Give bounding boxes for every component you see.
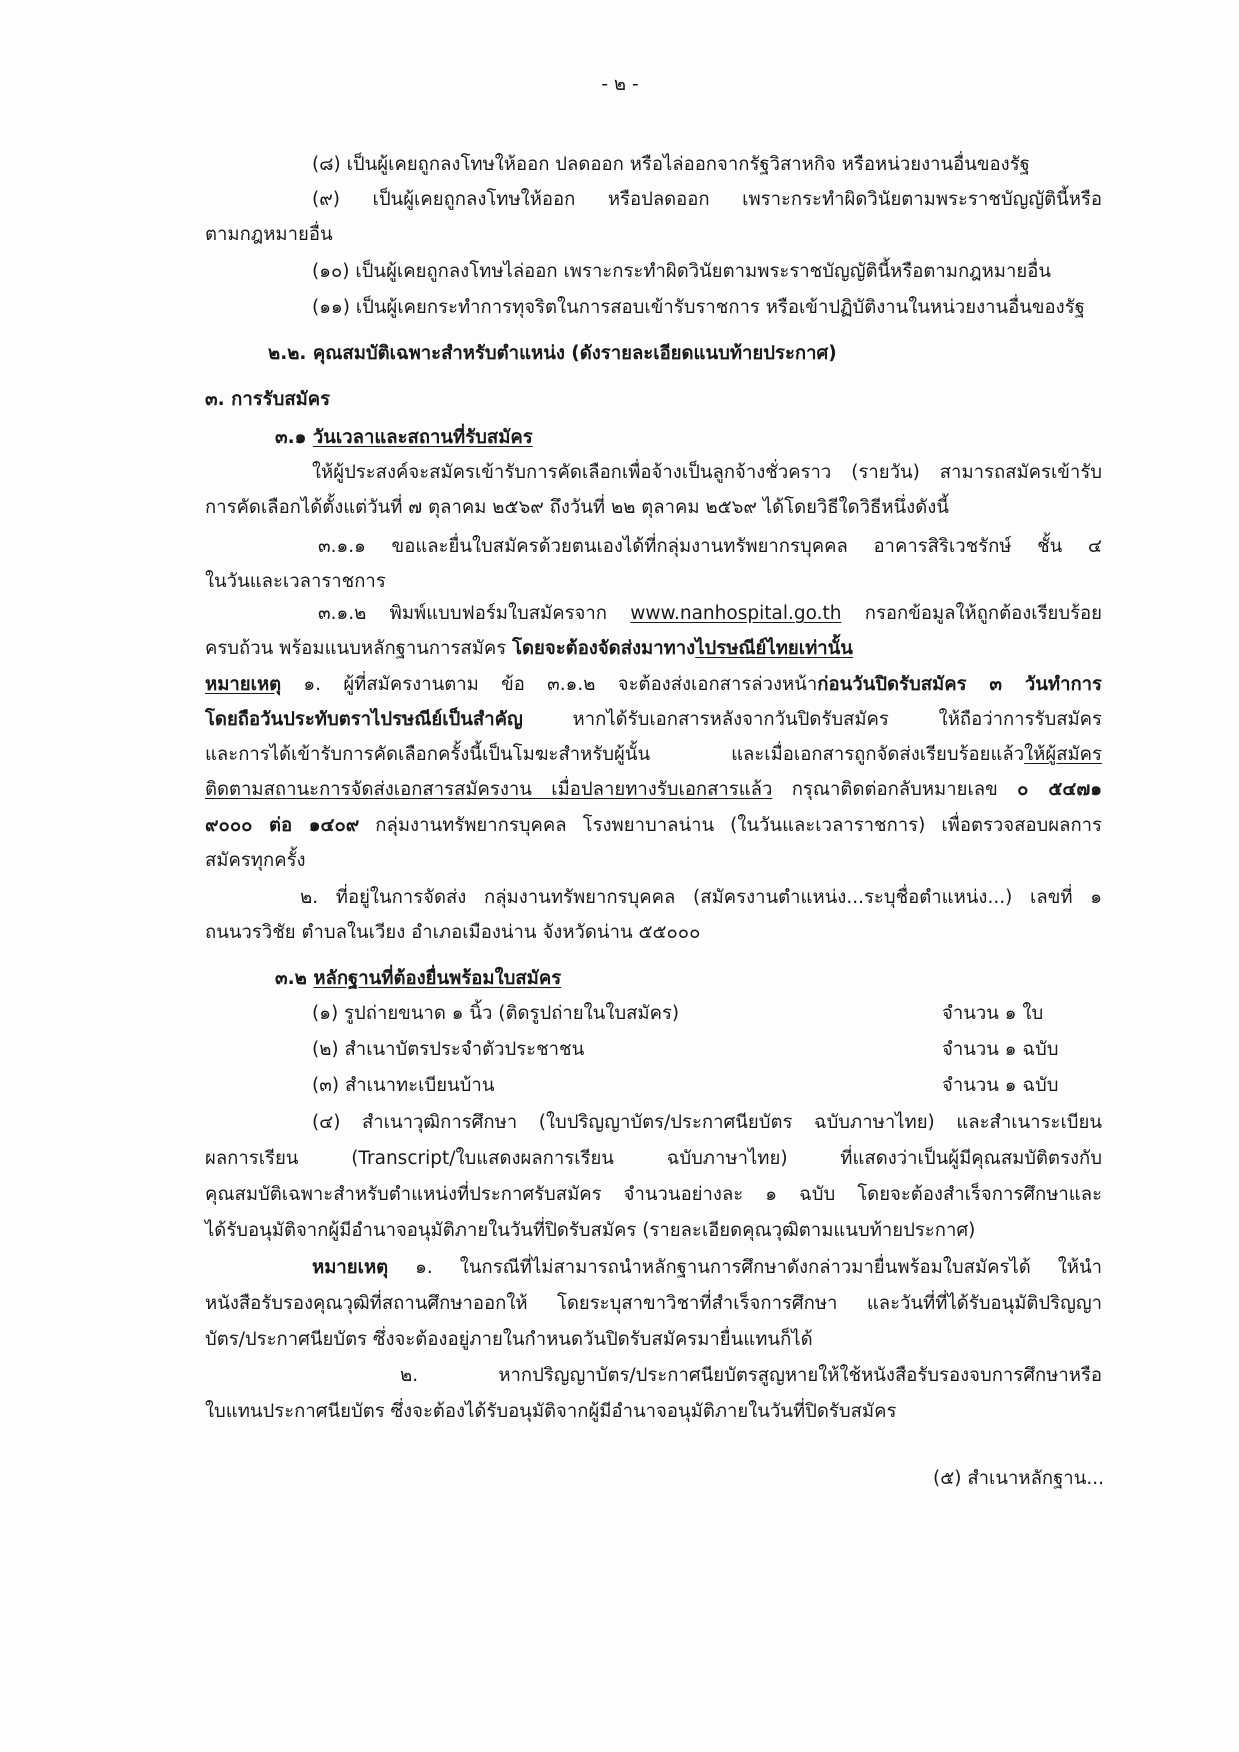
doc-item-2-amount: จำนวน ๑ ฉบับ xyxy=(942,1039,1059,1060)
note-1-line-3: และการได้เข้ารับการคัดเลือกครั้งนี้เป็นโมฆะสำหรับผู้นั้น และเมื่อเอกสารถูกจัดส่งเรียบร้อยแล้วให้ผู้สมัคร xyxy=(205,744,1102,765)
section-2-2-heading: ๒.๒. คุณสมบัติเฉพาะสำหรับตำแหน่ง (ดังรายละเอียดแนบท้ายประกาศ) xyxy=(268,343,837,364)
section-3-1-1-cont: ในวันและเวลาราชการ xyxy=(205,571,386,592)
website-link[interactable]: www.nanhospital.go.th xyxy=(630,603,842,624)
continuation-marker: (๕) สำเนาหลักฐาน... xyxy=(933,1468,1104,1489)
education-note-1-cont-1: หนังสือรับรองคุณวุฒิที่สถานศึกษาออกให้ โดยระบุสาขาวิชาที่สำเร็จการศึกษา และวันที่ที่ได้รับอนุมัติปริญญา xyxy=(205,1293,1102,1314)
disqualification-item-8: (๘) เป็นผู้เคยถูกลงโทษให้ออก ปลดออก หรือไล่ออกจากรัฐวิสาหกิจ หรือหน่วยงานอื่นของรัฐ xyxy=(312,154,1030,175)
doc-item-4: (๔) สำเนาวุฒิการศึกษา (ใบปริญญาบัตร/ประกาศนียบัตร ฉบับภาษาไทย) และสำเนาระเบียน xyxy=(312,1112,1102,1133)
section-3-1-2: ๓.๑.๒ พิมพ์แบบฟอร์มใบสมัครจาก www.nanhospital.go.th กรอกข้อมูลให้ถูกต้องเรียบร้อย xyxy=(318,603,1102,624)
education-note-1-cont-2: บัตร/ประกาศนียบัตร ซึ่งจะต้องอยู่ภายในกำหนดวันปิดรับสมัครมายื่นแทนก็ได้ xyxy=(205,1329,813,1350)
section-3-1-heading: ๓.๑ วันเวลาและสถานที่รับสมัคร xyxy=(275,427,533,448)
doc-item-4-cont-1: ผลการเรียน (Transcript/ใบแสดงผลการเรียน ฉบับภาษาไทย) ที่แสดงว่าเป็นผู้มีคุณสมบัติตรงกับ xyxy=(205,1148,1102,1169)
doc-item-1: (๑) รูปถ่ายขนาด ๑ นิ้ว (ติดรูปถ่ายในใบสมัคร) xyxy=(312,1003,680,1024)
education-note-2: ๒. หากปริญญาบัตร/ประกาศนียบัตรสูญหายให้ใช้หนังสือรับรองจบการศึกษาหรือ xyxy=(400,1365,1102,1386)
note-1-line-2: โดยถือวันประทับตราไปรษณีย์เป็นสำคัญ หากได้รับเอกสารหลังจากวันปิดรับสมัคร ให้ถือว่าการรับสมัคร xyxy=(205,709,1102,730)
application-period-paragraph-cont: การคัดเลือกได้ตั้งแต่วันที่ ๗ ตุลาคม ๒๕๖๙ ถึงวันที่ ๒๒ ตุลาคม ๒๕๖๙ ได้โดยวิธีใดวิธีหนึ่งดังนี้ xyxy=(205,497,949,518)
note-2-line-2: ถนนวรวิชัย ตำบลในเวียง อำเภอเมืองน่าน จังหวัดน่าน ๕๕๐๐๐ xyxy=(205,922,701,943)
application-period-paragraph: ให้ผู้ประสงค์จะสมัครเข้ารับการคัดเลือกเพื่อจ้างเป็นลูกจ้างชั่วคราว (รายวัน) สามารถสมัครเข้ารับ xyxy=(312,462,1102,483)
doc-item-1-amount: จำนวน ๑ ใบ xyxy=(942,1003,1044,1024)
doc-item-4-cont-2: คุณสมบัติเฉพาะสำหรับตำแหน่งที่ประกาศรับสมัคร จำนวนอย่างละ ๑ ฉบับ โดยจะต้องสำเร็จการศึกษาและ xyxy=(205,1184,1102,1205)
note-2-line-1: ๒. ที่อยู่ในการจัดส่ง กลุ่มงานทรัพยากรบุคคล (สมัครงานตำแหน่ง...ระบุชื่อตำแหน่ง...) เลขที่ ๑ xyxy=(300,887,1102,908)
note-1-line-4: ติดตามสถานะการจัดส่งเอกสารสมัครงาน เมื่อปลายทางรับเอกสารแล้ว กรุณาติดต่อกลับหมายเลข ๐ ๕๔๗๑ xyxy=(205,779,1102,800)
note-1-line-5: ๙๐๐๐ ต่อ ๑๔๐๙ กลุ่มงานทรัพยากรบุคคล โรงพยาบาลน่าน (ในวันและเวลาราชการ) เพื่อตรวจสอบผลการ xyxy=(205,815,1102,836)
section-3-1-1: ๓.๑.๑ ขอและยื่นใบสมัครด้วยตนเองได้ที่กลุ่มงานทรัพยากรบุคคล อาคารสิริเวชรักษ์ ชั้น ๔ xyxy=(318,536,1102,557)
doc-item-3: (๓) สำเนาทะเบียนบ้าน xyxy=(312,1075,495,1096)
education-note-1: หมายเหตุ ๑. ในกรณีที่ไม่สามารถนำหลักฐานการศึกษาดังกล่าวมายื่นพร้อมใบสมัครได้ ให้นำ xyxy=(312,1257,1102,1278)
doc-item-3-amount: จำนวน ๑ ฉบับ xyxy=(942,1075,1059,1096)
disqualification-item-9: (๙) เป็นผู้เคยถูกลงโทษให้ออก หรือปลดออก เพราะกระทำผิดวินัยตามพระราชบัญญัตินี้หรือ xyxy=(312,189,1102,210)
page-number: - ๒ - xyxy=(601,74,639,95)
doc-item-4-cont-3: ได้รับอนุมัติจากผู้มีอำนาจอนุมัติภายในวันที่ปิดรับสมัคร (รายละเอียดคุณวุฒิตามแนบท้ายประกาศ) xyxy=(205,1220,976,1241)
section-3-1-2-cont: ครบถ้วน พร้อมแนบหลักฐานการสมัคร โดยจะต้องจัดส่งมาทางไปรษณีย์ไทยเท่านั้น xyxy=(205,638,853,659)
education-note-2-cont: ใบแทนประกาศนียบัตร ซึ่งจะต้องได้รับอนุมัติจากผู้มีอำนาจอนุมัติภายในวันที่ปิดรับสมัคร xyxy=(205,1401,897,1422)
note-1-line-1: หมายเหตุ ๑. ผู้ที่สมัครงานตาม ข้อ ๓.๑.๒ จะต้องส่งเอกสารล่วงหน้าก่อนวันปิดรับสมัคร ๓ วันทำการ xyxy=(205,674,1102,695)
section-3-heading: ๓. การรับสมัคร xyxy=(205,389,331,410)
section-3-2-heading: ๓.๒ หลักฐานที่ต้องยื่นพร้อมใบสมัคร xyxy=(275,968,562,989)
note-1-line-6: สมัครทุกครั้ง xyxy=(205,850,306,871)
disqualification-item-11: (๑๑) เป็นผู้เคยกระทำการทุจริตในการสอบเข้ารับราชการ หรือเข้าปฏิบัติงานในหน่วยงานอื่นของรัฐ xyxy=(312,297,1085,318)
disqualification-item-9-cont: ตามกฎหมายอื่น xyxy=(205,224,333,245)
disqualification-item-10: (๑๐) เป็นผู้เคยถูกลงโทษไล่ออก เพราะกระทำผิดวินัยตามพระราชบัญญัตินี้หรือตามกฎหมายอื่น xyxy=(312,261,1051,282)
doc-item-2: (๒) สำเนาบัตรประจำตัวประชาชน xyxy=(312,1039,585,1060)
